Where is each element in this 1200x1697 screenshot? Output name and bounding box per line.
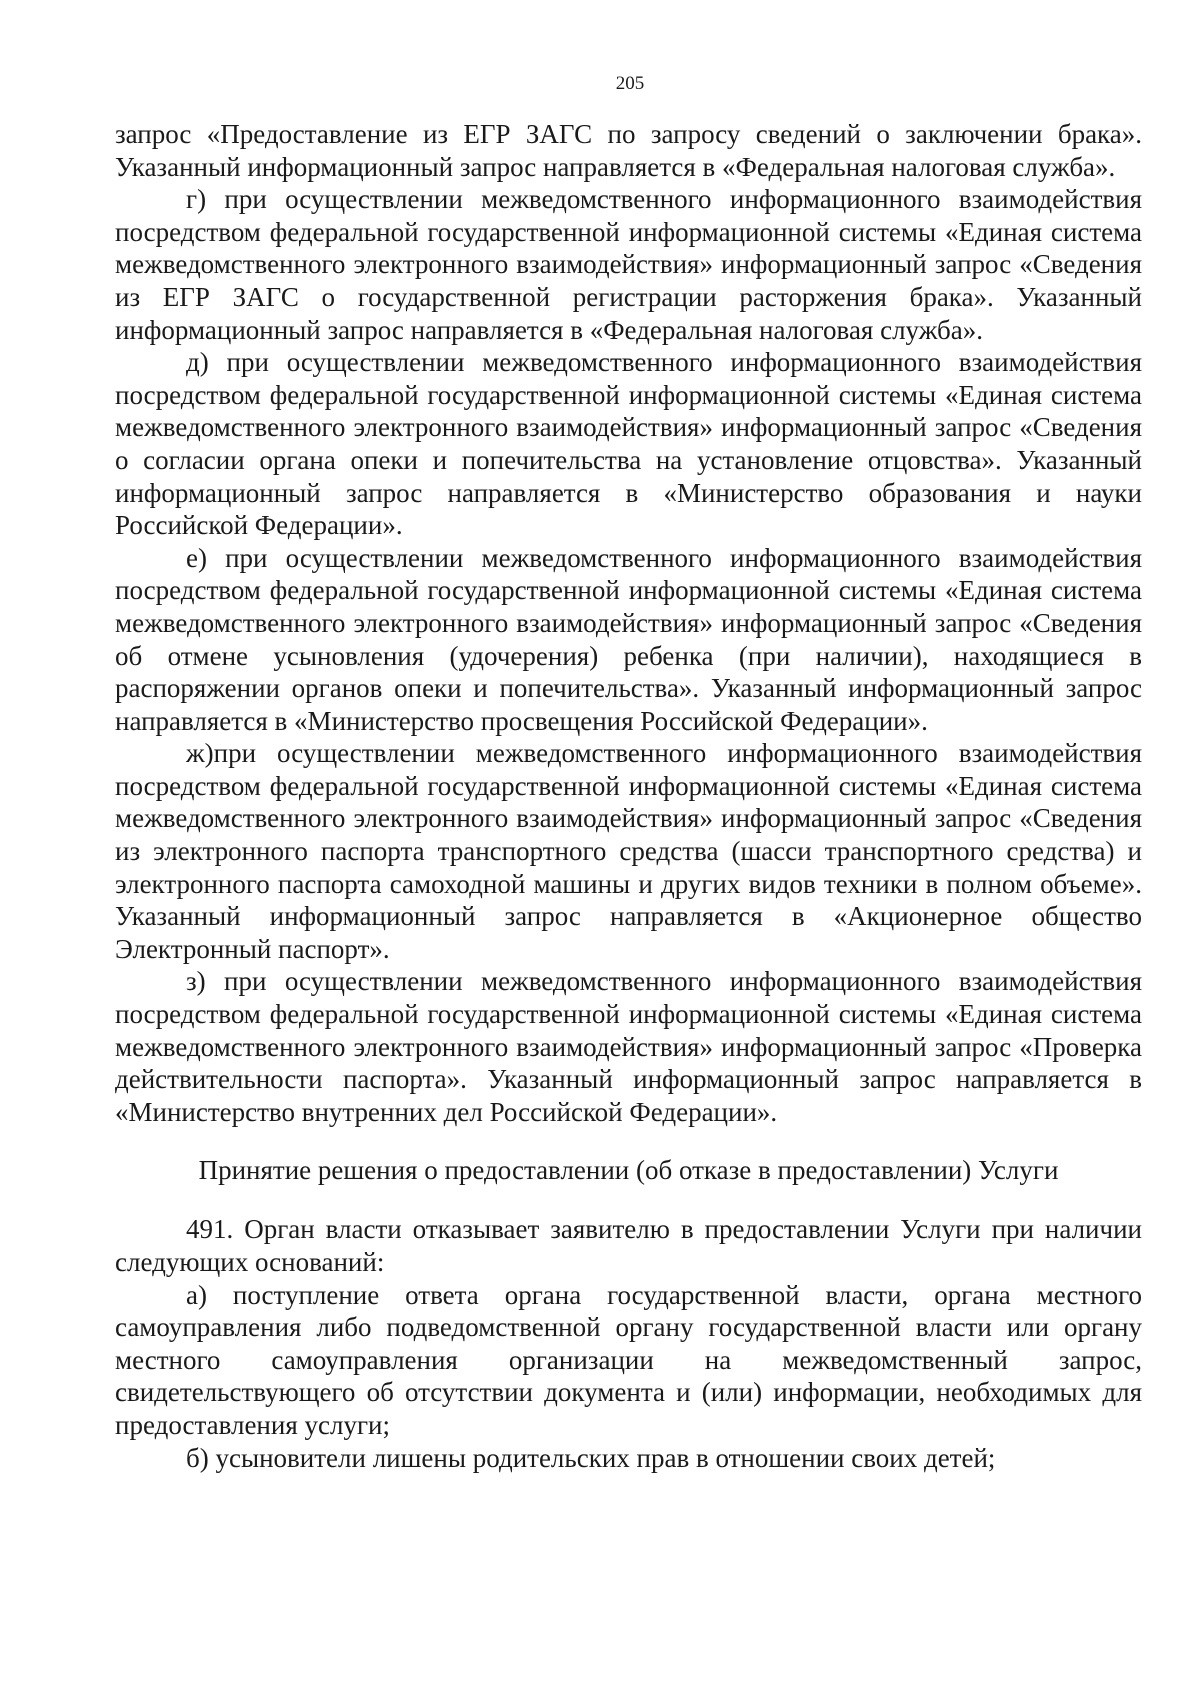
document-body <box>115 118 1142 1474</box>
paragraph-item-e: е) при осуществлении межведомственного информационного взаимодействия посредством федеральной государственной информационной системы «Единая система межведомственного электронного взаимодействия» информационный запрос «Сведения об отмене усыновления (удочерения) ребенка (при наличии), находящиеся в распоряжении органов опеки и попечительства». Указанный информационный запрос направляется в «Министерство просвещения Российской Федерации». <box>115 542 1142 736</box>
paragraph-item-g: г) при осуществлении межведомственного информационного взаимодействия посредством федеральной государственной информационной системы «Единая система межведомственного электронного взаимодействия» информационный запрос «Сведения из ЕГР ЗАГС о государственной регистрации расторжения брака». Указанный информационный запрос направляется в «Федеральная налоговая служба». <box>115 184 1142 345</box>
paragraph-item-b: б) усыновители лишены родительских прав в отношении своих детей; <box>186 1442 996 1473</box>
paragraph-item-z: з) при осуществлении межведомственного информационного взаимодействия посредством федеральной государственной информационной системы «Единая система межведомственного электронного взаимодействия» информационный запрос «Проверка действительности паспорта». Указанный информационный запрос направляется в «Министерство внутренних дел Российской Федерации». <box>115 966 1142 1127</box>
section-heading: Принятие решения о предоставлении (об отказе в предоставлении) Услуги <box>198 1155 1059 1186</box>
paragraph-491: 491. Орган власти отказывает заявителю в предоставлении Услуги при наличии следующих оснований: <box>115 1214 1142 1277</box>
page-number: 205 <box>615 73 645 94</box>
paragraph-item-zh: ж)при осуществлении межведомственного информационного взаимодействия посредством федеральной государственной информационной системы «Единая система межведомственного электронного взаимодействия» информационный запрос «Сведения из электронного паспорта транспортного средства (шасси транспортного средства) и электронного паспорта самоходной машины и других видов техники в полном объеме». Указанный информационный запрос направляется в «Акционерное общество Электронный паспорт». <box>115 738 1142 964</box>
paragraph-item-d: д) при осуществлении межведомственного информационного взаимодействия посредством федеральной государственной информационной системы «Единая система межведомственного электронного взаимодействия» информационный запрос «Сведения о согласии органа опеки и попечительства на установление отцовства». Указанный информационный запрос направляется в «Министерство образования и науки Российской Федерации». <box>115 347 1142 541</box>
paragraph-item-a: а) поступление ответа органа государственной власти, органа местного самоуправления либо подведомственной органу государственной власти или органу местного самоуправления организации на межведомственный запрос, свидетельствующего об отсутствии документа и (или) информации, необходимых для предоставления услуги; <box>115 1279 1142 1440</box>
paragraph-request-marriage: запрос «Предоставление из ЕГР ЗАГС по запросу сведений о заключении брака». Указанный информационный запрос направляется в «Федеральная налоговая служба». <box>115 119 1142 182</box>
